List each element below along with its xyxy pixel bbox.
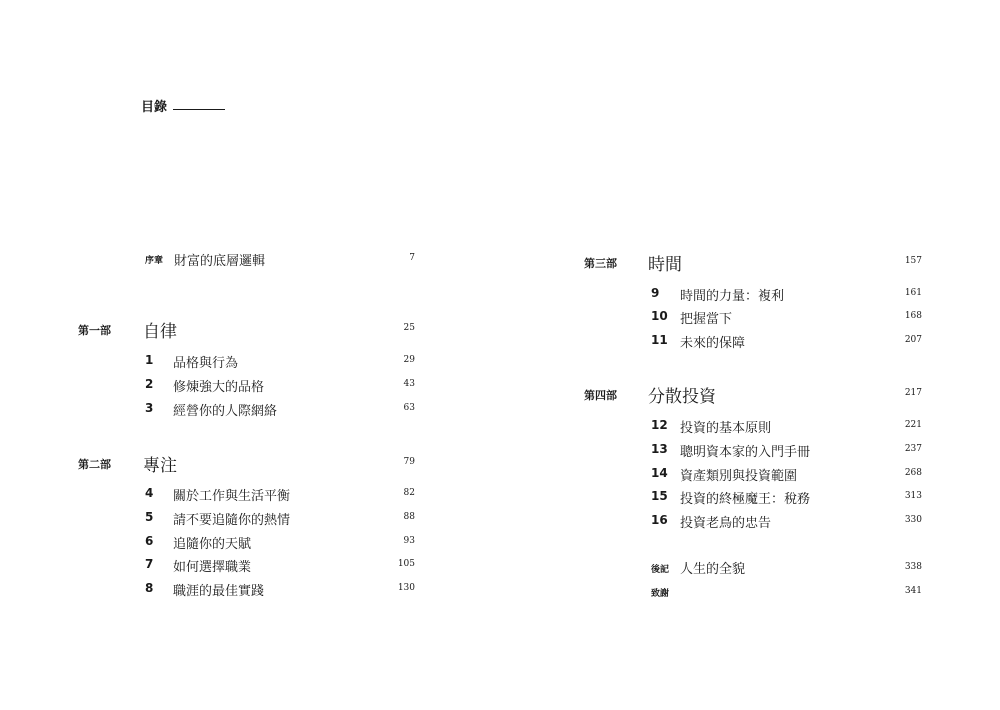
chapter-title: 修煉強大的品格 [173, 380, 265, 395]
chapter-page: 82 [403, 488, 415, 498]
chapter-title: 經營你的人際網絡 [173, 404, 278, 419]
part3-title: 時間 [648, 255, 682, 275]
part4-page: 217 [904, 388, 922, 398]
chapter-number: 5 [145, 510, 154, 524]
chapter-page: 268 [904, 468, 922, 478]
acknowledgments-page: 341 [904, 586, 922, 596]
part2-page: 79 [403, 457, 415, 467]
chapter-number: 16 [651, 513, 668, 527]
part2-label: 第二部 [78, 458, 111, 471]
part1-page: 25 [403, 323, 415, 333]
afterword-page: 338 [904, 562, 922, 572]
chapter-page: 63 [403, 403, 415, 413]
part4-title: 分散投資 [648, 387, 716, 407]
chapter-title: 資產類別與投資範圍 [680, 469, 798, 484]
part2-title: 專注 [143, 456, 177, 476]
chapter-page: 313 [904, 491, 922, 501]
chapter-number: 2 [145, 377, 154, 391]
chapter-title: 品格與行為 [173, 356, 239, 371]
chapter-title: 職涯的最佳實踐 [173, 584, 265, 599]
part4-label: 第四部 [584, 389, 617, 402]
chapter-number: 4 [145, 486, 154, 500]
chapter-number: 8 [145, 581, 154, 595]
chapter-title: 投資的終極魔王：稅務 [680, 492, 811, 507]
chapter-number: 13 [651, 442, 668, 456]
chapter-number: 10 [651, 309, 668, 323]
chapter-page: 93 [403, 536, 415, 546]
chapter-number: 11 [651, 333, 668, 347]
chapter-page: 105 [397, 559, 415, 569]
chapter-title: 如何選擇職業 [173, 560, 252, 575]
toc-heading: 目錄 [141, 100, 168, 115]
chapter-number: 12 [651, 418, 668, 432]
chapter-title: 請不要追隨你的熱情 [173, 513, 291, 528]
chapter-title: 時間的力量：複利 [680, 289, 785, 304]
chapter-title: 關於工作與生活平衡 [173, 489, 291, 504]
afterword-title: 人生的全貌 [680, 562, 746, 577]
chapter-page: 330 [904, 515, 922, 525]
chapter-page: 168 [904, 311, 922, 321]
chapter-page: 43 [403, 379, 415, 389]
chapter-title: 投資的基本原則 [680, 421, 772, 436]
chapter-title: 投資老鳥的忠告 [680, 516, 772, 531]
chapter-number: 7 [145, 557, 154, 571]
afterword-label: 後記 [651, 565, 670, 575]
acknowledgments-label: 致謝 [651, 589, 670, 599]
preface-page: 7 [409, 253, 415, 263]
chapter-number: 15 [651, 489, 668, 503]
chapter-title: 把握當下 [680, 312, 733, 327]
chapter-number: 3 [145, 401, 154, 415]
chapter-page: 29 [403, 355, 415, 365]
chapter-number: 1 [145, 353, 154, 367]
part1-label: 第一部 [78, 324, 111, 337]
part3-page: 157 [904, 256, 922, 266]
chapter-number: 14 [651, 466, 668, 480]
part3-label: 第三部 [584, 257, 617, 270]
preface-title: 財富的底層邏輯 [174, 254, 266, 269]
heading-rule [173, 109, 225, 110]
chapter-title: 未來的保障 [680, 336, 746, 351]
part1-title: 自律 [143, 322, 177, 342]
chapter-number: 6 [145, 534, 154, 548]
page-title [141, 96, 225, 115]
chapter-page: 161 [904, 288, 922, 298]
chapter-page: 88 [403, 512, 415, 522]
chapter-title: 聰明資本家的入門手冊 [680, 445, 811, 460]
chapter-page: 207 [904, 335, 922, 345]
preface-label: 序章 [145, 256, 164, 266]
chapter-page: 237 [904, 444, 922, 454]
chapter-title: 追隨你的天賦 [173, 537, 252, 552]
chapter-page: 130 [397, 583, 415, 593]
chapter-number: 9 [651, 286, 660, 300]
chapter-page: 221 [904, 420, 922, 430]
